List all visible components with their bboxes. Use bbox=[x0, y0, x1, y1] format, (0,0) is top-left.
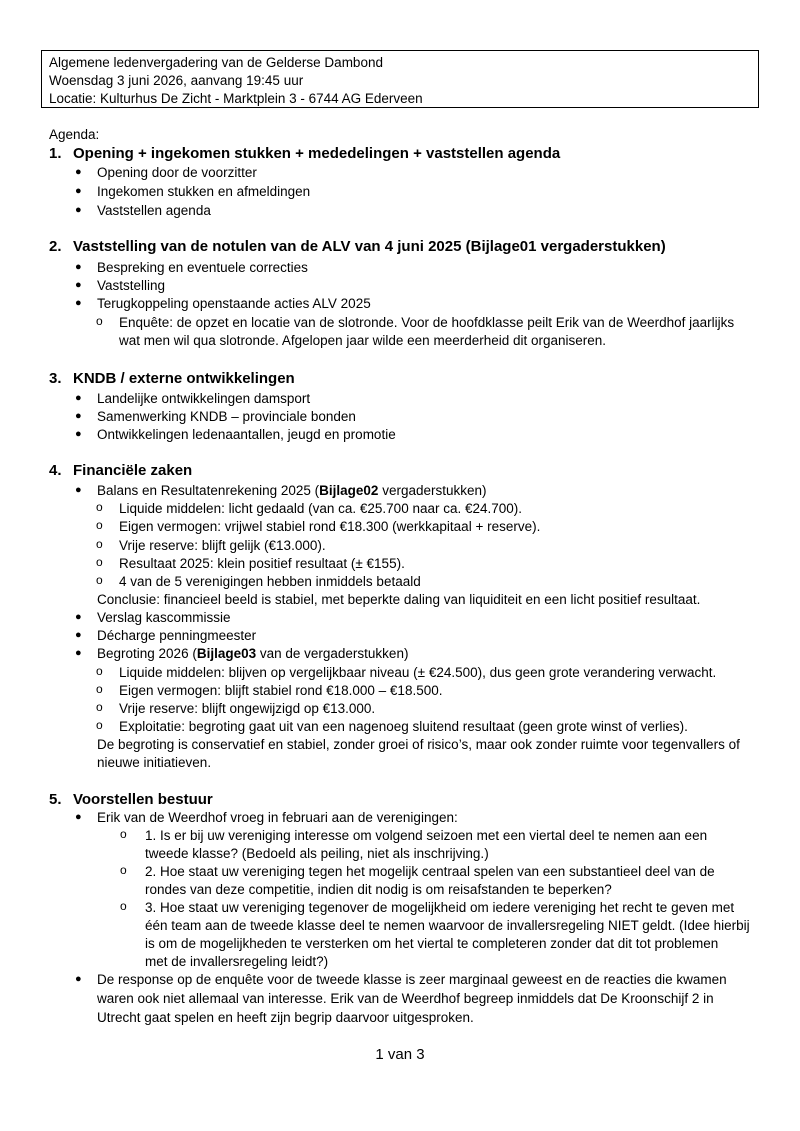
section-1-item: Vaststellen agenda bbox=[97, 203, 211, 218]
section-2-item: Terugkoppeling openstaande acties ALV 2025 bbox=[97, 296, 371, 311]
circle-bullet-icon: o bbox=[96, 573, 103, 587]
bullet-icon: ● bbox=[75, 185, 82, 197]
page-number: 1 van 3 bbox=[375, 1046, 425, 1063]
balans-item: Balans en Resultatenrekening 2025 (Bijlage02 vergaderstukken) bbox=[97, 483, 487, 498]
response-item: De response op de enquête voor de tweede klasse is zeer marginaal geweest en de reacties die kwamen bbox=[97, 972, 727, 987]
section-3-item: Ontwikkelingen ledenaantallen, jeugd en promotie bbox=[97, 427, 396, 442]
question-1: 1. Is er bij uw vereniging interesse om volgend seizoen met een viertal deel te nemen aan een bbox=[145, 828, 708, 843]
begroting-note: De begroting is conservatief en stabiel, zonder groei of risico’s, maar ook zonder ruimte voor tegenvallers of bbox=[97, 737, 740, 752]
section-4-title: Financiële zaken bbox=[73, 462, 193, 479]
section-1-item: Ingekomen stukken en afmeldingen bbox=[97, 184, 311, 199]
bullet-icon: ● bbox=[75, 428, 82, 440]
header-date: Woensdag 3 juni 2026, aanvang 19:45 uur bbox=[49, 73, 304, 88]
response-item-cont: Utrecht gaat spelen en heeft zijn begrip daarvoor uitgesproken. bbox=[97, 1010, 474, 1025]
section-1-title: Opening + ingekomen stukken + mededelingen + vaststellen agenda bbox=[73, 145, 561, 162]
bullet-icon: ● bbox=[75, 484, 82, 496]
section-2-item: Vaststelling bbox=[97, 278, 166, 293]
circle-bullet-icon: o bbox=[96, 555, 103, 569]
begroting-subitem: Liquide middelen: blijven op vergelijkbaar niveau (± €24.500), dus geen grote verandering verwacht. bbox=[119, 665, 717, 680]
question-1-cont: tweede klasse? (Bedoeld als peiling, niet als inschrijving.) bbox=[145, 846, 489, 861]
circle-bullet-icon: o bbox=[120, 863, 127, 877]
question-2: 2. Hoe staat uw vereniging tegen het mogelijk centraal spelen van een substantieel deel van de bbox=[145, 864, 715, 879]
section-3-item: Samenwerking KNDB – provinciale bonden bbox=[97, 409, 356, 424]
begroting-note-cont: nieuwe initiatieven. bbox=[97, 755, 212, 770]
decharge-item: Décharge penningmeester bbox=[97, 628, 257, 643]
section-2-number: 2. bbox=[49, 238, 62, 255]
section-2-title: Vaststelling van de notulen van de ALV van 4 juni 2025 (Bijlage01 vergaderstukken) bbox=[73, 238, 666, 255]
circle-bullet-icon: o bbox=[96, 700, 103, 714]
circle-bullet-icon: o bbox=[96, 518, 103, 532]
bullet-icon: ● bbox=[75, 392, 82, 404]
section-3-item: Landelijke ontwikkelingen damsport bbox=[97, 391, 311, 406]
section-3-number: 3. bbox=[49, 370, 62, 387]
header-location: Locatie: Kulturhus De Zicht - Marktplein 3 - 6744 AG Ederveen bbox=[49, 91, 423, 106]
bullet-icon: ● bbox=[75, 647, 82, 659]
balans-subitem: Eigen vermogen: vrijwel stabiel rond €18.300 (werkkapitaal + reserve). bbox=[119, 519, 541, 534]
bullet-icon: ● bbox=[75, 297, 82, 309]
question-2-cont: rondes van deze competitie, indien dit nodig is om reisafstanden te beperken? bbox=[145, 882, 612, 897]
section-5-title: Voorstellen bestuur bbox=[73, 791, 213, 808]
bullet-icon: ● bbox=[75, 261, 82, 273]
begroting-subitem: Vrije reserve: blijft ongewijzigd op €13.000. bbox=[119, 701, 376, 716]
section-5-number: 5. bbox=[49, 791, 62, 808]
question-3-cont: is om de mogelijkheden te versterken om het viertal te completeren zonder dat dit tot problemen bbox=[145, 936, 719, 951]
bullet-icon: ● bbox=[75, 629, 82, 641]
section-5-item: Erik van de Weerdhof vroeg in februari aan de verenigingen: bbox=[97, 810, 458, 825]
bullet-icon: ● bbox=[75, 410, 82, 422]
balans-subitem: Resultaat 2025: klein positief resultaat (± €155). bbox=[119, 556, 405, 571]
bullet-icon: ● bbox=[75, 811, 82, 823]
kascommissie-item: Verslag kascommissie bbox=[97, 610, 231, 625]
question-3: 3. Hoe staat uw vereniging tegenover de mogelijkheid om iedere vereniging het recht te geven met bbox=[145, 900, 735, 915]
circle-bullet-icon: o bbox=[96, 682, 103, 696]
bullet-icon: ● bbox=[75, 204, 82, 216]
bullet-icon: ● bbox=[75, 166, 82, 178]
section-2-subitem: Enquête: de opzet en locatie van de slotronde. Voor de hoofdklasse peilt Erik van de Weerdhof jaarlijks bbox=[119, 315, 735, 330]
section-2-item: Bespreking en eventuele correcties bbox=[97, 260, 308, 275]
balans-conclusie: Conclusie: financieel beeld is stabiel, met beperkte daling van liquiditeit en een licht positief resultaat. bbox=[97, 592, 701, 607]
bullet-icon: ● bbox=[75, 973, 82, 985]
section-2-subitem-cont: wat men wil qua slotronde. Afgelopen jaar wilde een meerderheid dit organiseren. bbox=[119, 333, 607, 348]
begroting-item: Begroting 2026 (Bijlage03 van de vergaderstukken) bbox=[97, 646, 409, 661]
circle-bullet-icon: o bbox=[96, 664, 103, 678]
balans-subitem: 4 van de 5 verenigingen hebben inmiddels betaald bbox=[119, 574, 421, 589]
balans-subitem: Vrije reserve: blijft gelijk (€13.000). bbox=[119, 538, 326, 553]
circle-bullet-icon: o bbox=[96, 718, 103, 732]
agenda-label: Agenda: bbox=[49, 127, 100, 142]
section-1-number: 1. bbox=[49, 145, 62, 162]
bullet-icon: ● bbox=[75, 279, 82, 291]
question-3-cont: met de invallersregeling leidt?) bbox=[145, 954, 329, 969]
begroting-subitem: Exploitatie: begroting gaat uit van een nagenoeg sluitend resultaat (geen grote winst of verlies). bbox=[119, 719, 688, 734]
response-item-cont: waren ook niet allemaal van interesse. Erik van de Weerdhof begreep inmiddels dat De Kroonschijf 2 in bbox=[97, 991, 714, 1006]
circle-bullet-icon: o bbox=[96, 500, 103, 514]
balans-subitem: Liquide middelen: licht gedaald (van ca. €25.700 naar ca. €24.700). bbox=[119, 501, 523, 516]
section-3-title: KNDB / externe ontwikkelingen bbox=[73, 370, 295, 387]
section-4-number: 4. bbox=[49, 462, 62, 479]
circle-bullet-icon: o bbox=[96, 314, 103, 328]
circle-bullet-icon: o bbox=[96, 537, 103, 551]
question-3-cont: één team aan de tweede klasse deel te nemen waarvoor de invallersregeling NIET geldt. (Idee hierbij bbox=[145, 918, 750, 933]
header-title: Algemene ledenvergadering van de Gelderse Dambond bbox=[49, 55, 383, 70]
circle-bullet-icon: o bbox=[120, 899, 127, 913]
bullet-icon: ● bbox=[75, 611, 82, 623]
section-1-item: Opening door de voorzitter bbox=[97, 165, 257, 180]
begroting-subitem: Eigen vermogen: blijft stabiel rond €18.000 – €18.500. bbox=[119, 683, 443, 698]
meeting-header bbox=[41, 50, 759, 108]
circle-bullet-icon: o bbox=[120, 827, 127, 841]
